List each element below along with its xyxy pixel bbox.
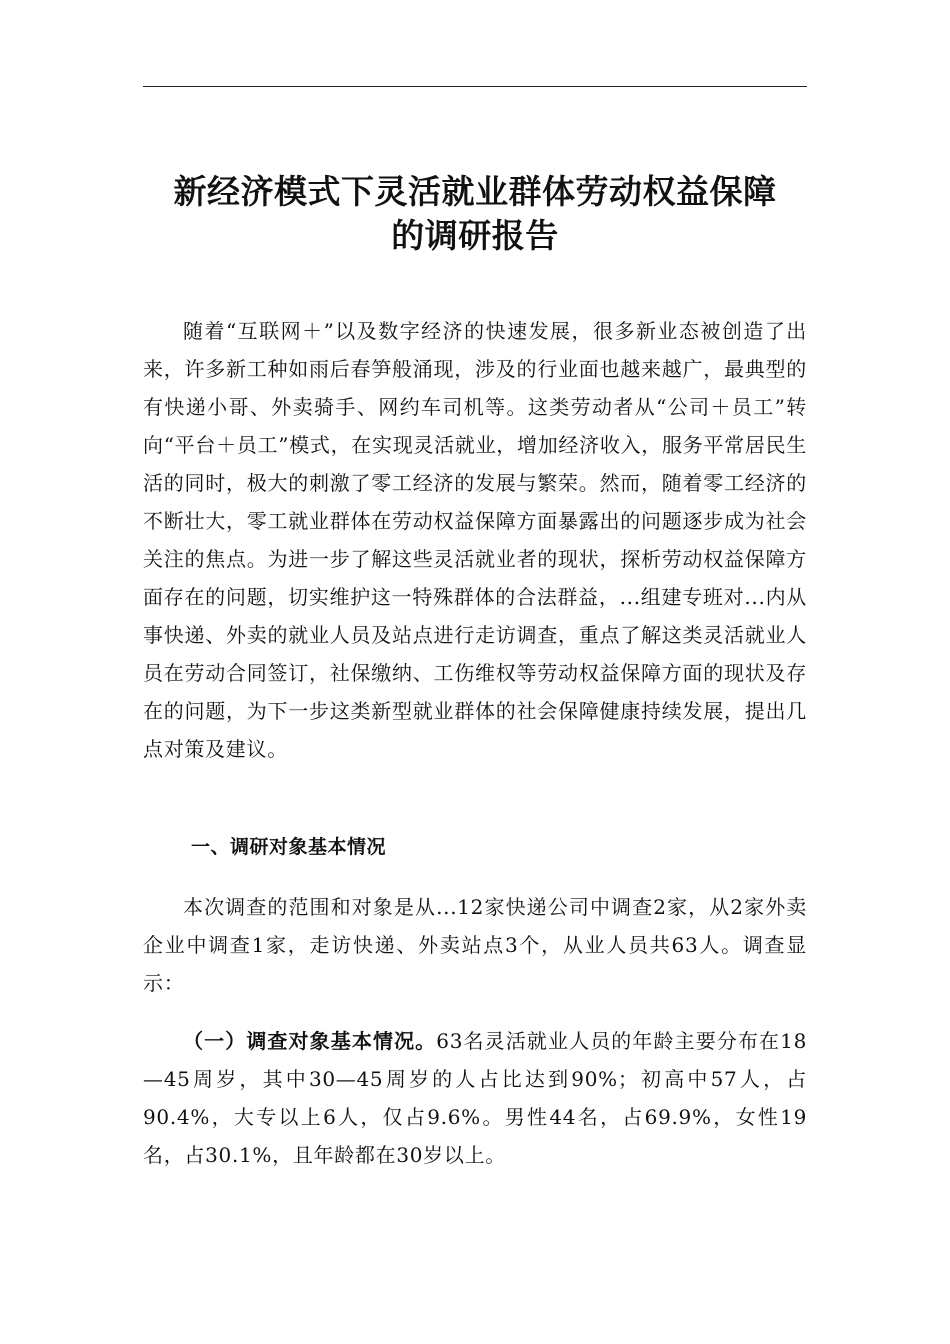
title-line-2: 的调研报告 [391,216,559,255]
subsection-lead: （一）调查对象基本情况。 [183,1029,437,1053]
basic-info-paragraph [143,1022,807,1174]
document-title [100,170,850,258]
basic-info-text [143,1022,807,1174]
intro-paragraph [143,312,807,768]
intro-text: 随着“互联网＋”以及数字经济的快速发展，很多新业态被创造了出来，许多新工种如雨后春笋般涌现，涉及的行业面也越来越广，最典型的有快递小哥、外卖骑手、网约车司机等。这类劳动者从“公司＋员工”转向“平台＋员工”模式，在实现灵活就业，增加经济收入，服务平常居民生活的同时，极大的刺激了零工经济的发展与繁荣。然而，随着零工经济的不断壮大，零工就业群体在劳动权益保障方面暴露出的问题逐步成为社会关注的焦点。为进一步了解这些灵活就业者的现状，探析劳动权益保障方面存在的问题，切实维护这一特殊群体的合法群益，...组建专班对...内从事快递、外卖的就业人员及站点进行走访调查，重点了解这类灵活就业人员在劳动合同签订，社保缴纳、工伤维权等劳动权益保障方面的现状及存在的问题，为下一步这类新型就业群体的社会保障健康持续发展，提出几点对策及建议。 [143,319,807,761]
section-heading-1: 一、调研对象基本情况 [191,836,387,858]
scope-text: 本次调查的范围和对象是从...12家快递公司中调查2家，从2家外卖企业中调查1家，走访快递、外卖站点3个，从业人员共63人。调查显示： [143,895,807,995]
scope-paragraph [143,888,807,1002]
header-rule [143,86,807,87]
title-line-1: 新经济模式下灵活就业群体劳动权益保障 [173,172,777,211]
subsection-body: 63名灵活就业人员的年龄主要分布在18—45周岁，其中30—45周岁的人占比达到90%；初高中57人，占90.4%，大专以上6人，仅占9.6%。男性44名，占69.9%，女性19名，占30.1%，且年龄都在30岁以上。 [143,1029,808,1167]
